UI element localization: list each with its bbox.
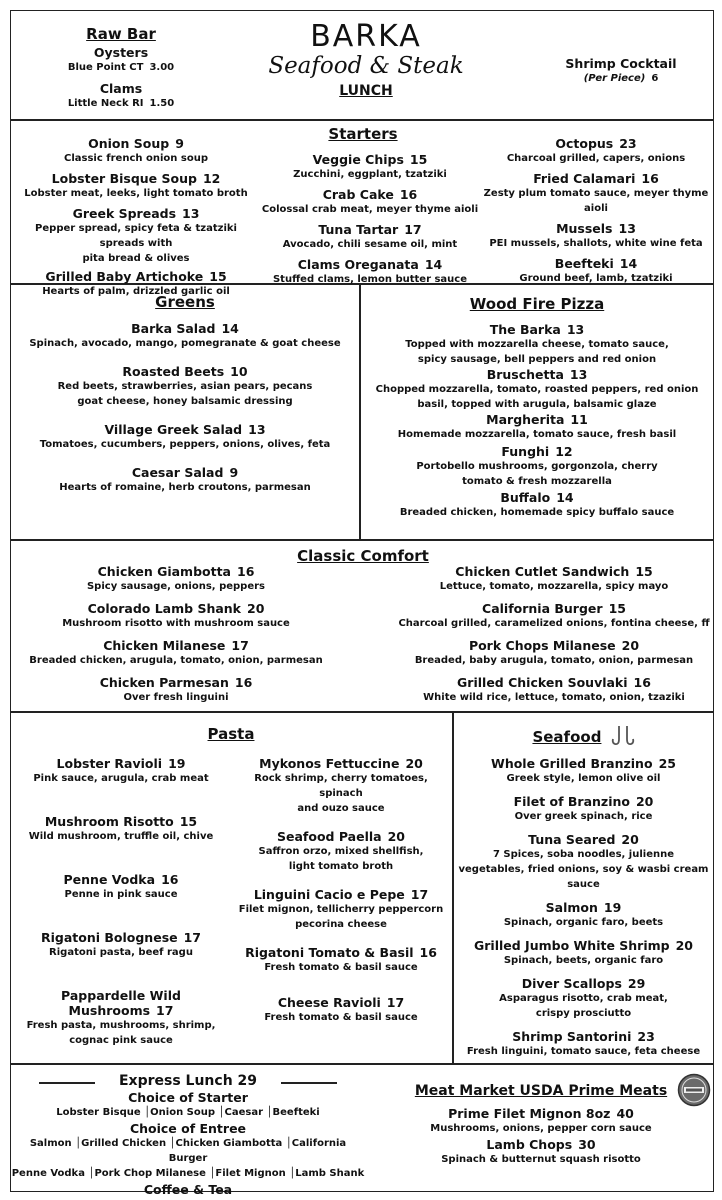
express-title: Express Lunch 29	[118, 1073, 258, 1089]
item-desc: Chopped mozzarella, tomato, roasted peppers, red onion	[375, 384, 699, 395]
item-desc: Hearts of palm, drizzled garlic oil	[42, 286, 230, 297]
brand-subtitle: Seafood & Steak	[268, 53, 464, 79]
seafood-section	[454, 725, 713, 1059]
item-desc: tomato & fresh mozzarella	[462, 476, 612, 487]
starters-left	[11, 131, 261, 299]
item-desc: Zesty plum tomato sauce, meyer thyme aioli	[483, 188, 709, 214]
item-desc: Breaded chicken, homemade spicy buffalo sauce	[399, 507, 675, 518]
item-desc: Lettuce, tomato, mozzarella, spicy mayo	[439, 581, 669, 592]
item-name: Crab Cake 16	[322, 187, 418, 202]
item-desc: Ground beef, lamb, tzatziki	[519, 273, 673, 284]
item-desc: Breaded, baby arugula, tomato, onion, parmesan	[414, 655, 694, 666]
item-name: Clams Oreganata 14	[297, 257, 443, 272]
item-name: Chicken Cutlet Sandwich 15	[455, 564, 653, 579]
item-desc: Over fresh linguini	[123, 692, 229, 703]
item-desc: goat cheese, honey balsamic dressing	[77, 396, 293, 407]
item-name: Lobster Bisque Soup 12	[51, 171, 221, 186]
item-name: Village Greek Salad 13	[104, 422, 266, 437]
starters-mid	[261, 147, 479, 287]
item-desc: 7 Spices, soba noodles, julienne	[492, 849, 675, 860]
item-desc: Pink sauce, arugula, crab meat	[33, 773, 209, 784]
item-desc: Spinach & butternut squash risotto	[441, 1154, 641, 1165]
greens-section	[11, 293, 359, 495]
item-name: Veggie Chips 15	[312, 152, 428, 167]
item-name: California Burger 15	[482, 601, 626, 616]
item-desc: Asparagus risotto, crab meat,	[499, 993, 668, 1004]
pasta-left	[11, 751, 231, 1048]
entree-options: Penne Vodka │Pork Chop Milanese │Filet Mignon │Lamb Shank	[11, 1168, 365, 1179]
entree-label: Choice of Entree	[129, 1121, 247, 1136]
item-desc: Spinach, beets, organic faro	[503, 955, 664, 966]
clams-name: Clams	[99, 81, 143, 96]
item-desc: Fresh pasta, mushrooms, shrimp,	[26, 1020, 216, 1031]
item-desc: Rock shrimp, cherry tomatoes, spinach	[254, 773, 428, 799]
item-name: Diver Scallops 29	[521, 976, 646, 991]
item-name: Onion Soup 9	[88, 136, 184, 151]
item-name: Chicken Parmesan 16	[99, 675, 253, 690]
item-name: Tuna Tartar 17	[318, 222, 422, 237]
shrimp-name: Shrimp Cocktail	[565, 56, 677, 71]
item-desc: vegetables, fried onions, soy & wasbi cream sauce	[458, 864, 709, 890]
pasta-seafood-box	[10, 712, 714, 1064]
starter-options: Lobster Bisque │Onion Soup │Caesar │Beefteki	[56, 1107, 320, 1118]
item-name: Bruschetta 13	[486, 367, 588, 382]
item-desc: Saffron orzo, mixed shellfish,	[258, 846, 424, 857]
item-desc: Stuffed clams, lemon butter sauce	[272, 274, 468, 285]
item-name: Colorado Lamb Shank 20	[87, 601, 265, 616]
starters-box	[10, 120, 714, 297]
item-name: Barka Salad 14	[131, 321, 239, 336]
item-name: Filet of Branzino 20	[513, 794, 654, 809]
pasta-title: Pasta	[207, 725, 255, 743]
item-name: Roasted Beets 10	[122, 364, 248, 379]
item-desc: Fresh linguini, tomato sauce, feta cheese	[466, 1046, 701, 1057]
item-desc: Charcoal grilled, caramelized onions, fontina cheese, ff	[398, 618, 710, 629]
item-desc: Fresh tomato & basil sauce	[264, 962, 418, 973]
item-desc: White wild rice, lettuce, tomato, onion, tzaziki	[423, 692, 685, 703]
item-desc: Homemade mozzarella, tomato sauce, fresh basil	[397, 429, 677, 440]
item-desc: spicy sausage, bell peppers and red onion	[417, 354, 657, 365]
item-name: Rigatoni Tomato & Basil 16	[245, 945, 437, 960]
item-desc: Zucchini, eggplant, tzatziki	[293, 169, 447, 180]
coffee-label: Coffee & Tea	[143, 1182, 233, 1197]
brand-name: BARKA	[310, 19, 422, 54]
item-desc: pita bread & olives	[82, 253, 190, 264]
item-name: Margherita 11	[486, 412, 588, 427]
item-name: Linguini Cacio e Pepe 17	[253, 887, 429, 902]
oysters-desc: Blue Point CT 3.00	[67, 62, 175, 73]
menu-label: LUNCH	[339, 83, 393, 99]
item-desc: Rigatoni pasta, beef ragu	[49, 947, 193, 958]
item-desc: Penne in pink sauce	[64, 889, 178, 900]
item-desc: Spinach, avocado, mango, pomegranate & goat cheese	[29, 338, 341, 349]
item-desc: Classic french onion soup	[64, 153, 208, 164]
item-name: Cheese Ravioli 17	[277, 995, 405, 1010]
item-name: Whole Grilled Branzino 25	[491, 756, 676, 771]
item-name: Greek Spreads 13	[72, 206, 200, 221]
item-name: Chicken Milanese 17	[103, 638, 249, 653]
item-desc: crispy prosciutto	[535, 1008, 632, 1019]
comfort-title: Classic Comfort	[297, 547, 429, 565]
starters-right	[479, 131, 713, 286]
meat-market-seal-icon	[677, 1073, 711, 1107]
meat-title: Meat Market USDA Prime Meats	[414, 1083, 668, 1099]
item-name: Pappardelle Wild Mushrooms 17	[61, 988, 181, 1018]
item-desc: Lobster meat, leeks, light tomato broth	[24, 188, 248, 199]
item-desc: light tomato broth	[288, 861, 394, 872]
item-name: Mushroom Risotto 15	[44, 814, 198, 829]
item-name: Prime Filet Mignon 8oz 40	[448, 1106, 634, 1121]
raw-bar-title: Raw Bar	[86, 25, 156, 43]
item-name: Caesar Salad 9	[131, 465, 239, 480]
item-name: The Barka 13	[489, 322, 585, 337]
item-name: Beefteki 14	[554, 256, 638, 271]
item-desc: Topped with mozzarella cheese, tomato sauce,	[405, 339, 669, 350]
item-name: Salmon 19	[545, 900, 622, 915]
item-desc: pecorina cheese	[295, 919, 387, 930]
oysters-name: Oysters	[93, 45, 149, 60]
item-desc: Fresh tomato & basil sauce	[264, 1012, 418, 1023]
item-name: Grilled Chicken Souvlaki 16	[457, 675, 651, 690]
item-desc: cognac pink sauce	[69, 1035, 173, 1046]
item-desc: Filet mignon, tellicherry peppercorn	[238, 904, 444, 915]
greens-pizza-box	[10, 284, 714, 540]
item-name: Seafood Paella 20	[277, 829, 405, 844]
shrimp-cocktail	[541, 51, 701, 86]
item-desc: Wild mushroom, truffle oil, chive	[28, 831, 214, 842]
express-section	[11, 1073, 365, 1197]
brand-block	[251, 21, 481, 99]
pizza-section	[361, 295, 713, 520]
pasta-right	[231, 751, 451, 1025]
fish-hook-icon	[611, 725, 635, 747]
item-desc: Spicy sausage, onions, peppers	[86, 581, 266, 592]
item-name: Penne Vodka 16	[63, 872, 179, 887]
item-name: Fried Calamari 16	[533, 171, 659, 186]
item-name: Lobster Ravioli 19	[56, 756, 186, 771]
item-desc: Mushroom risotto with mushroom sauce	[62, 618, 290, 629]
item-name: Chicken Giambotta 16	[97, 564, 255, 579]
item-name: Lamb Chops 30	[486, 1137, 596, 1152]
item-desc: Over greek spinach, rice	[514, 811, 653, 822]
item-desc: Red beets, strawberries, asian pears, pecans	[57, 381, 313, 392]
starter-label: Choice of Starter	[128, 1090, 248, 1105]
item-name: Grilled Jumbo White Shrimp 20	[473, 938, 694, 953]
item-name: Pork Chops Milanese 20	[468, 638, 640, 653]
item-desc: Portobello mushrooms, gorgonzola, cherry	[416, 461, 658, 472]
item-name: Mykonos Fettuccine 20	[259, 756, 423, 771]
clams-desc: Little Neck RI 1.50	[67, 98, 175, 109]
seafood-title: Seafood	[532, 728, 602, 746]
item-name: Rigatoni Bolognese 17	[40, 930, 202, 945]
item-desc: Greek style, lemon olive oil	[506, 773, 661, 784]
express-meat-box	[10, 1064, 714, 1197]
item-desc: Tomatoes, cucumbers, peppers, onions, olives, feta	[39, 439, 331, 450]
pizza-title: Wood Fire Pizza	[469, 295, 605, 313]
item-desc: Hearts of romaine, herb croutons, parmesan	[59, 482, 311, 493]
greens-title: Greens	[155, 293, 215, 311]
item-name: Mussels 13	[556, 221, 636, 236]
item-name: Shrimp Santorini 23	[512, 1029, 655, 1044]
comfort-box	[10, 540, 714, 712]
item-desc: Avocado, chili sesame oil, mint	[282, 239, 458, 250]
shrimp-note: (Per Piece) 6	[583, 73, 659, 84]
item-desc: Pepper spread, spicy feta & tzatziki spreads with	[35, 223, 237, 249]
item-name: Octopus 23	[555, 136, 637, 151]
item-desc: Charcoal grilled, capers, onions	[506, 153, 686, 164]
item-name: Funghi 12	[501, 444, 573, 459]
item-desc: Colossal crab meat, meyer thyme aioli	[261, 204, 479, 215]
entree-options: Salmon │Grilled Chicken │Chicken Giambotta │California Burger	[29, 1138, 347, 1164]
comfort-right	[395, 559, 713, 705]
item-name: Grilled Baby Artichoke 15	[45, 269, 227, 284]
item-desc: basil, topped with arugula, balsamic glaze	[417, 399, 657, 410]
item-desc: Breaded chicken, arugula, tomato, onion, parmesan	[29, 655, 323, 666]
starters-title: Starters	[328, 125, 398, 143]
item-desc: Mushrooms, onions, pepper corn sauce	[430, 1123, 652, 1134]
item-name: Tuna Seared 20	[528, 832, 639, 847]
item-desc: Spinach, organic faro, beets	[503, 917, 664, 928]
seafood-heading	[454, 725, 713, 747]
meat-section	[411, 1083, 671, 1167]
item-desc: and ouzo sauce	[297, 803, 385, 814]
item-name: Buffalo 14	[500, 490, 574, 505]
header-box	[10, 10, 714, 120]
comfort-left	[11, 559, 341, 705]
item-desc: PEI mussels, shallots, white wine feta	[489, 238, 703, 249]
raw-bar	[31, 25, 211, 111]
